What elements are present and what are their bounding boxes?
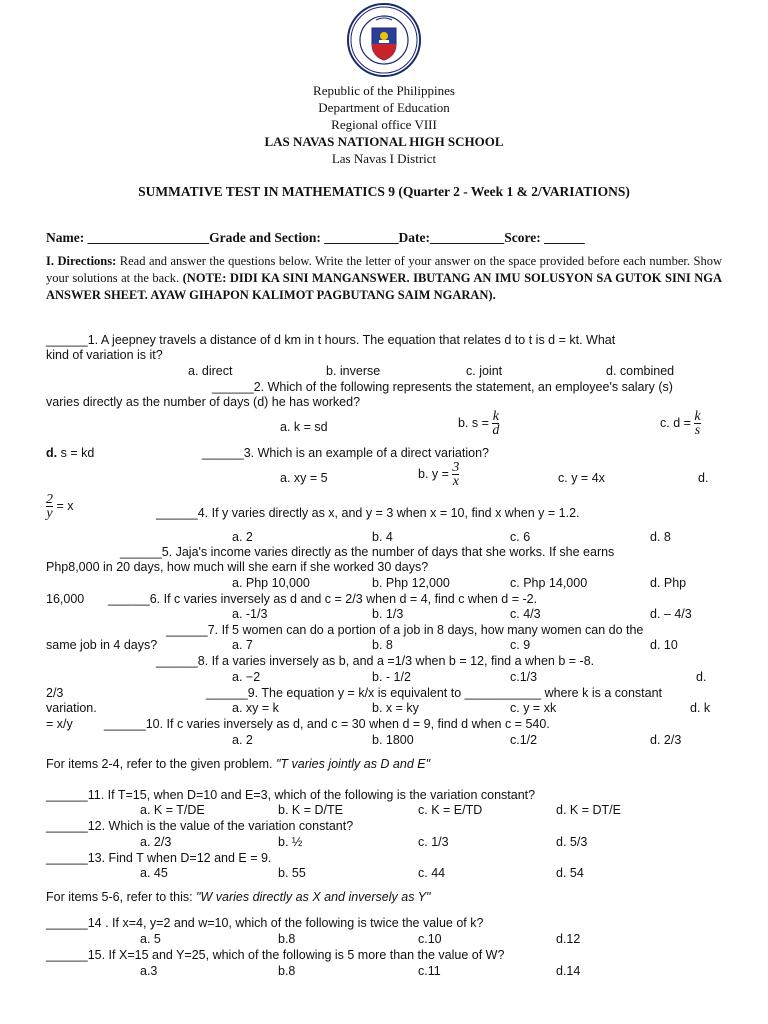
q12-choice-c[interactable]: c. 1/3 xyxy=(418,835,449,849)
q10-choice-d[interactable]: d. 2/3 xyxy=(650,733,682,747)
group-instruction-2: For items 5-6, refer to this: "W varies directly as X and inversely as Y" xyxy=(46,890,431,904)
question-3: ______3. Which is an example of a direct variation? xyxy=(202,446,489,460)
header-republic: Republic of the Philippines xyxy=(313,83,455,98)
header-region: Regional office VIII xyxy=(331,117,437,132)
question-15: ______15. If X=15 and Y=25, which of the following is 5 more than the value of W? xyxy=(46,948,505,962)
q2-choice-d[interactable]: d. s = kd xyxy=(46,446,95,460)
question-2-cont: varies directly as the number of days (d) he has worked? xyxy=(46,395,361,409)
question-5-cont: Php8,000 in 20 days, how much will she earn if she worked 30 days? xyxy=(46,560,429,574)
q8-choice-d[interactable]: d. xyxy=(696,670,707,684)
question-7-cont: same job in 4 days? xyxy=(46,638,158,652)
q3-choice-d[interactable]: d. xyxy=(698,471,709,485)
q9-choice-c[interactable]: c. y = xk xyxy=(510,701,557,715)
q7-choice-d[interactable]: d. 10 xyxy=(650,638,678,652)
q14-choice-c[interactable]: c.10 xyxy=(418,932,442,946)
q9-choice-d-value[interactable]: = x/y xyxy=(46,717,73,731)
q1-choice-d[interactable]: d. combined xyxy=(606,364,675,378)
q1-choice-a[interactable]: a. direct xyxy=(188,364,233,378)
directions-text: Read and answer the questions below. Write the letter of your answer on the space provided before each number. Show your solutions at the back. xyxy=(46,254,722,285)
q7-choice-c[interactable]: c. 9 xyxy=(510,638,531,652)
q7-choice-a[interactable]: a. 7 xyxy=(232,638,253,652)
q6-choice-c[interactable]: c. 4/3 xyxy=(510,607,541,621)
directions-note: (NOTE: DIDI KA SINI MANGANSWER. IBUTANG AN IMU SOLUSYON SA GUTOK SINI NGA ANSWER SHEET. AYAW GIHAPON KALIMOT PAGBUTANG SAIM NGARAN). xyxy=(46,271,722,302)
question-1: ______1. A jeepney travels a distance of d km in t hours. The equation that relates d to t is d = kt. What xyxy=(46,333,616,347)
question-9: ______9. The equation y = k/x is equivalent to ___________ where k is a constant xyxy=(206,686,662,700)
q12-choice-b[interactable]: b. ½ xyxy=(278,835,303,849)
q3-choice-c[interactable]: c. y = 4x xyxy=(558,471,605,485)
question-14: ______14 . If x=4, y=2 and w=10, which of the following is twice the value of k? xyxy=(46,916,484,930)
q13-choice-b[interactable]: b. 55 xyxy=(278,866,306,880)
q15-choice-d[interactable]: d.14 xyxy=(556,964,581,978)
q8-choice-c[interactable]: c.1/3 xyxy=(510,670,538,684)
q8-choice-d-value[interactable]: 2/3 xyxy=(46,686,64,700)
q13-choice-a[interactable]: a. 45 xyxy=(140,866,168,880)
name-field[interactable]: Name: __________________ xyxy=(46,230,210,245)
q9-choice-a[interactable]: a. xy = k xyxy=(232,701,279,715)
q4-choice-a[interactable]: a. 2 xyxy=(232,530,253,544)
test-title: SUMMATIVE TEST IN MATHEMATICS 9 (Quarter 2 - Week 1 & 2/VARIATIONS) xyxy=(138,184,630,199)
q4-choice-b[interactable]: b. 4 xyxy=(372,530,393,544)
q10-choice-a[interactable]: a. 2 xyxy=(232,733,253,747)
header-department: Department of Education xyxy=(318,100,450,115)
q2-choice-b[interactable]: b. s = $\frac{k}{d}$ xyxy=(458,409,500,438)
q1-choice-c[interactable]: c. joint xyxy=(466,364,503,378)
q7-choice-b[interactable]: b. 8 xyxy=(372,638,393,652)
question-11: ______11. If T=15, when D=10 and E=3, which of the following is the variation constant? xyxy=(46,788,536,802)
q5-choice-d-value[interactable]: 16,000 xyxy=(46,592,85,606)
q6-choice-a[interactable]: a. -1/3 xyxy=(232,607,268,621)
q5-choice-a[interactable]: a. Php 10,000 xyxy=(232,576,310,590)
q9-choice-b[interactable]: b. x = ky xyxy=(372,701,419,715)
grade-section-field[interactable]: Grade and Section: ___________ xyxy=(209,230,399,245)
q8-choice-b[interactable]: b. - 1/2 xyxy=(372,670,411,684)
header-school: LAS NAVAS NATIONAL HIGH SCHOOL xyxy=(264,134,504,149)
q12-choice-d[interactable]: d. 5/3 xyxy=(556,835,588,849)
question-8: ______8. If a varies inversely as b, and a =1/3 when b = 12, find a when b = -8. xyxy=(156,654,595,668)
q4-choice-c[interactable]: c. 6 xyxy=(510,530,531,544)
group-instruction-1: For items 2-4, refer to the given problem. "T varies jointly as D and E" xyxy=(46,757,431,771)
q11-choice-a[interactable]: a. K = T/DE xyxy=(140,803,205,817)
question-9-cont: variation. xyxy=(46,701,97,715)
q10-choice-b[interactable]: b. 1800 xyxy=(372,733,414,747)
question-7: ______7. If 5 women can do a portion of a job in 8 days, how many women can do the xyxy=(166,623,644,637)
q9-choice-d[interactable]: d. k xyxy=(690,701,711,715)
score-field[interactable]: Score: ______ xyxy=(504,230,585,245)
question-12: ______12. Which is the value of the variation constant? xyxy=(46,819,354,833)
q15-choice-c[interactable]: c.11 xyxy=(418,964,441,978)
question-6: ______6. If c varies inversely as d and c = 2/3 when d = 4, find c when d = -2. xyxy=(108,592,538,606)
q11-choice-c[interactable]: c. K = E/TD xyxy=(418,803,483,817)
q8-choice-a[interactable]: a. −2 xyxy=(232,670,261,684)
q6-choice-d[interactable]: d. – 4/3 xyxy=(650,607,692,621)
q5-choice-b[interactable]: b. Php 12,000 xyxy=(372,576,450,590)
question-5: ______5. Jaja's income varies directly as the number of days that she works. If she earns xyxy=(120,545,615,559)
q2-choice-c[interactable]: c. d = $\frac{k}{s}$ xyxy=(660,409,701,438)
question-4: ______4. If y varies directly as x, and y = 3 when x = 10, find x when y = 1.2. xyxy=(156,506,580,520)
q15-choice-b[interactable]: b.8 xyxy=(278,964,296,978)
deped-seal-icon xyxy=(346,2,422,78)
q3-choice-a[interactable]: a. xy = 5 xyxy=(280,471,328,485)
q2-choice-a[interactable]: a. k = sd xyxy=(280,420,328,434)
q14-choice-b[interactable]: b.8 xyxy=(278,932,296,946)
q12-choice-a[interactable]: a. 2/3 xyxy=(140,835,172,849)
q14-choice-d[interactable]: d.12 xyxy=(556,932,581,946)
q14-choice-a[interactable]: a. 5 xyxy=(140,932,161,946)
question-1-cont: kind of variation is it? xyxy=(46,348,163,362)
question-13: ______13. Find T when D=12 and E = 9. xyxy=(46,851,272,865)
question-2: ______2. Which of the following represents the statement, an employee's salary (s) xyxy=(212,380,673,394)
student-info-line xyxy=(46,230,585,246)
header-district: Las Navas I District xyxy=(331,151,437,166)
q5-choice-c[interactable]: c. Php 14,000 xyxy=(510,576,588,590)
q5-choice-d[interactable]: d. Php xyxy=(650,576,687,590)
q11-choice-b[interactable]: b. K = D/TE xyxy=(278,803,343,817)
q6-choice-b[interactable]: b. 1/3 xyxy=(372,607,404,621)
q3-choice-d-value[interactable]: $\frac{2}{y}$ = x xyxy=(46,492,74,521)
directions-label: I. Directions: xyxy=(46,254,117,268)
directions xyxy=(46,253,722,304)
q3-choice-b[interactable]: b. y = $\frac{3}{x}$ xyxy=(418,460,460,489)
q11-choice-d[interactable]: d. K = DT/E xyxy=(556,803,621,817)
q1-choice-b[interactable]: b. inverse xyxy=(326,364,381,378)
q10-choice-c[interactable]: c.1/2 xyxy=(510,733,538,747)
q13-choice-d[interactable]: d. 54 xyxy=(556,866,584,880)
question-10: ______10. If c varies inversely as d, and c = 30 when d = 9, find d when c = 540. xyxy=(104,717,550,731)
deped-seal xyxy=(346,2,422,78)
q4-choice-d[interactable]: d. 8 xyxy=(650,530,671,544)
q15-choice-a[interactable]: a.3 xyxy=(140,964,158,978)
q13-choice-c[interactable]: c. 44 xyxy=(418,866,446,880)
date-field[interactable]: Date:___________ xyxy=(398,230,505,245)
